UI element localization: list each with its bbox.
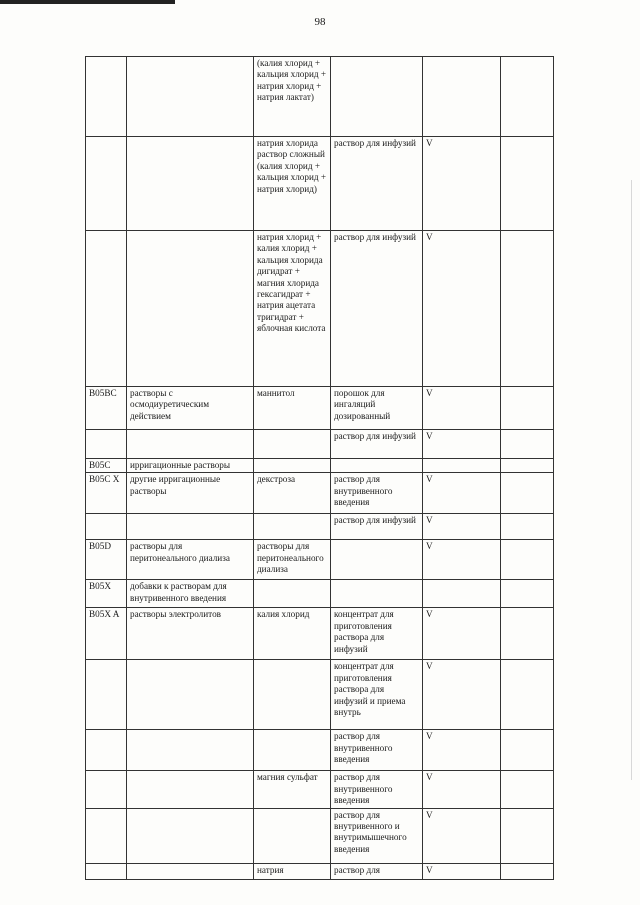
table-row (86, 430, 554, 459)
mark-cell: V (423, 430, 501, 459)
drug-name-cell: натрия хлорида раствор сложный (калия хлорид + кальция хлорид + натрия хлорид) (254, 137, 331, 231)
table-row (86, 808, 554, 863)
table-row (86, 387, 554, 430)
drug-name-cell: магния сульфат (254, 771, 331, 808)
mark-cell (423, 459, 501, 473)
group-cell (127, 808, 254, 863)
atc-code-cell (86, 771, 127, 808)
drug-name-cell (254, 459, 331, 473)
table-row (86, 771, 554, 808)
table-row (86, 730, 554, 771)
group-cell: растворы электролитов (127, 608, 254, 660)
extra-cell (501, 580, 554, 608)
dosage-form-cell (331, 57, 423, 137)
drug-name-cell (254, 730, 331, 771)
table-row (86, 459, 554, 473)
dosage-form-cell: раствор для внутривенного введения (331, 730, 423, 771)
group-cell (127, 863, 254, 879)
mark-cell: V (423, 137, 501, 231)
extra-cell (501, 608, 554, 660)
atc-code-cell: B05X A (86, 608, 127, 660)
group-cell (127, 137, 254, 231)
scan-edge-mark (0, 0, 175, 4)
extra-cell (501, 57, 554, 137)
atc-code-cell (86, 430, 127, 459)
dosage-form-cell: раствор для внутривенного и внутримышечного введения (331, 808, 423, 863)
drug-name-cell: растворы для перитонеального диализа (254, 540, 331, 580)
drug-name-cell (254, 514, 331, 540)
mark-cell: V (423, 863, 501, 879)
extra-cell (501, 459, 554, 473)
table-row (86, 608, 554, 660)
dosage-form-cell: раствор для инфузий (331, 231, 423, 387)
table-row (86, 580, 554, 608)
table-row (86, 863, 554, 879)
dosage-form-cell: раствор для инфузий (331, 430, 423, 459)
group-cell (127, 57, 254, 137)
mark-cell: V (423, 608, 501, 660)
group-cell (127, 231, 254, 387)
dosage-form-cell (331, 459, 423, 473)
dosage-form-cell: порошок для ингаляций дозированный (331, 387, 423, 430)
mark-cell: V (423, 473, 501, 514)
group-cell (127, 660, 254, 730)
extra-cell (501, 808, 554, 863)
extra-cell (501, 514, 554, 540)
drug-name-cell (254, 580, 331, 608)
group-cell: растворы с осмодиуретическим действием (127, 387, 254, 430)
mark-cell: V (423, 514, 501, 540)
mark-cell: V (423, 771, 501, 808)
mark-cell: V (423, 231, 501, 387)
atc-code-cell: B05C X (86, 473, 127, 514)
group-cell: добавки к растворам для внутривенного введения (127, 580, 254, 608)
group-cell: другие ирригационные растворы (127, 473, 254, 514)
mark-cell: V (423, 730, 501, 771)
extra-cell (501, 430, 554, 459)
atc-code-cell (86, 57, 127, 137)
atc-code-cell (86, 137, 127, 231)
drug-table (85, 56, 554, 880)
dosage-form-cell (331, 540, 423, 580)
group-cell (127, 430, 254, 459)
atc-code-cell (86, 660, 127, 730)
atc-code-cell (86, 231, 127, 387)
mark-cell (423, 580, 501, 608)
extra-cell (501, 473, 554, 514)
mark-cell: V (423, 540, 501, 580)
dosage-form-cell: раствор для внутривенного введения (331, 771, 423, 808)
drug-name-cell: калия хлорид (254, 608, 331, 660)
mark-cell (423, 57, 501, 137)
extra-cell (501, 137, 554, 231)
table-row (86, 137, 554, 231)
table-row (86, 231, 554, 387)
atc-code-cell (86, 808, 127, 863)
atc-code-cell: B05BC (86, 387, 127, 430)
mark-cell: V (423, 660, 501, 730)
group-cell (127, 730, 254, 771)
table-row (86, 57, 554, 137)
mark-cell: V (423, 808, 501, 863)
group-cell: ирригационные растворы (127, 459, 254, 473)
extra-cell (501, 863, 554, 879)
table-row (86, 514, 554, 540)
dosage-form-cell: раствор для (331, 863, 423, 879)
dosage-form-cell: раствор для инфузий (331, 514, 423, 540)
table-row (86, 540, 554, 580)
drug-name-cell (254, 660, 331, 730)
atc-code-cell: B05C (86, 459, 127, 473)
group-cell (127, 514, 254, 540)
drug-name-cell: (калия хлорид + кальция хлорид + натрия хлорид + натрия лактат) (254, 57, 331, 137)
group-cell: растворы для перитонеального диализа (127, 540, 254, 580)
group-cell (127, 771, 254, 808)
atc-code-cell: B05D (86, 540, 127, 580)
drug-name-cell: декстроза (254, 473, 331, 514)
extra-cell (501, 540, 554, 580)
atc-code-cell: B05X (86, 580, 127, 608)
drug-name-cell: натрия хлорид + калия хлорид + кальция хлорида дигидрат + магния хлорида гексагидрат + натрия ацетата тригидрат + яблочная кислота (254, 231, 331, 387)
drug-name-cell (254, 808, 331, 863)
extra-cell (501, 730, 554, 771)
dosage-form-cell: раствор для инфузий (331, 137, 423, 231)
dosage-form-cell: раствор для внутривенного введения (331, 473, 423, 514)
dosage-form-cell (331, 580, 423, 608)
scan-edge-line (631, 180, 632, 780)
extra-cell (501, 771, 554, 808)
table-row (86, 473, 554, 514)
atc-code-cell (86, 730, 127, 771)
extra-cell (501, 660, 554, 730)
dosage-form-cell: концентрат для приготовления раствора для инфузий (331, 608, 423, 660)
atc-code-cell (86, 863, 127, 879)
dosage-form-cell: концентрат для приготовления раствора для инфузий и приема внутрь (331, 660, 423, 730)
table-row (86, 660, 554, 730)
mark-cell: V (423, 387, 501, 430)
atc-code-cell (86, 514, 127, 540)
page-number: 98 (314, 16, 326, 28)
extra-cell (501, 387, 554, 430)
drug-name-cell: натрия (254, 863, 331, 879)
drug-name-cell (254, 430, 331, 459)
extra-cell (501, 231, 554, 387)
drug-name-cell: маннитол (254, 387, 331, 430)
